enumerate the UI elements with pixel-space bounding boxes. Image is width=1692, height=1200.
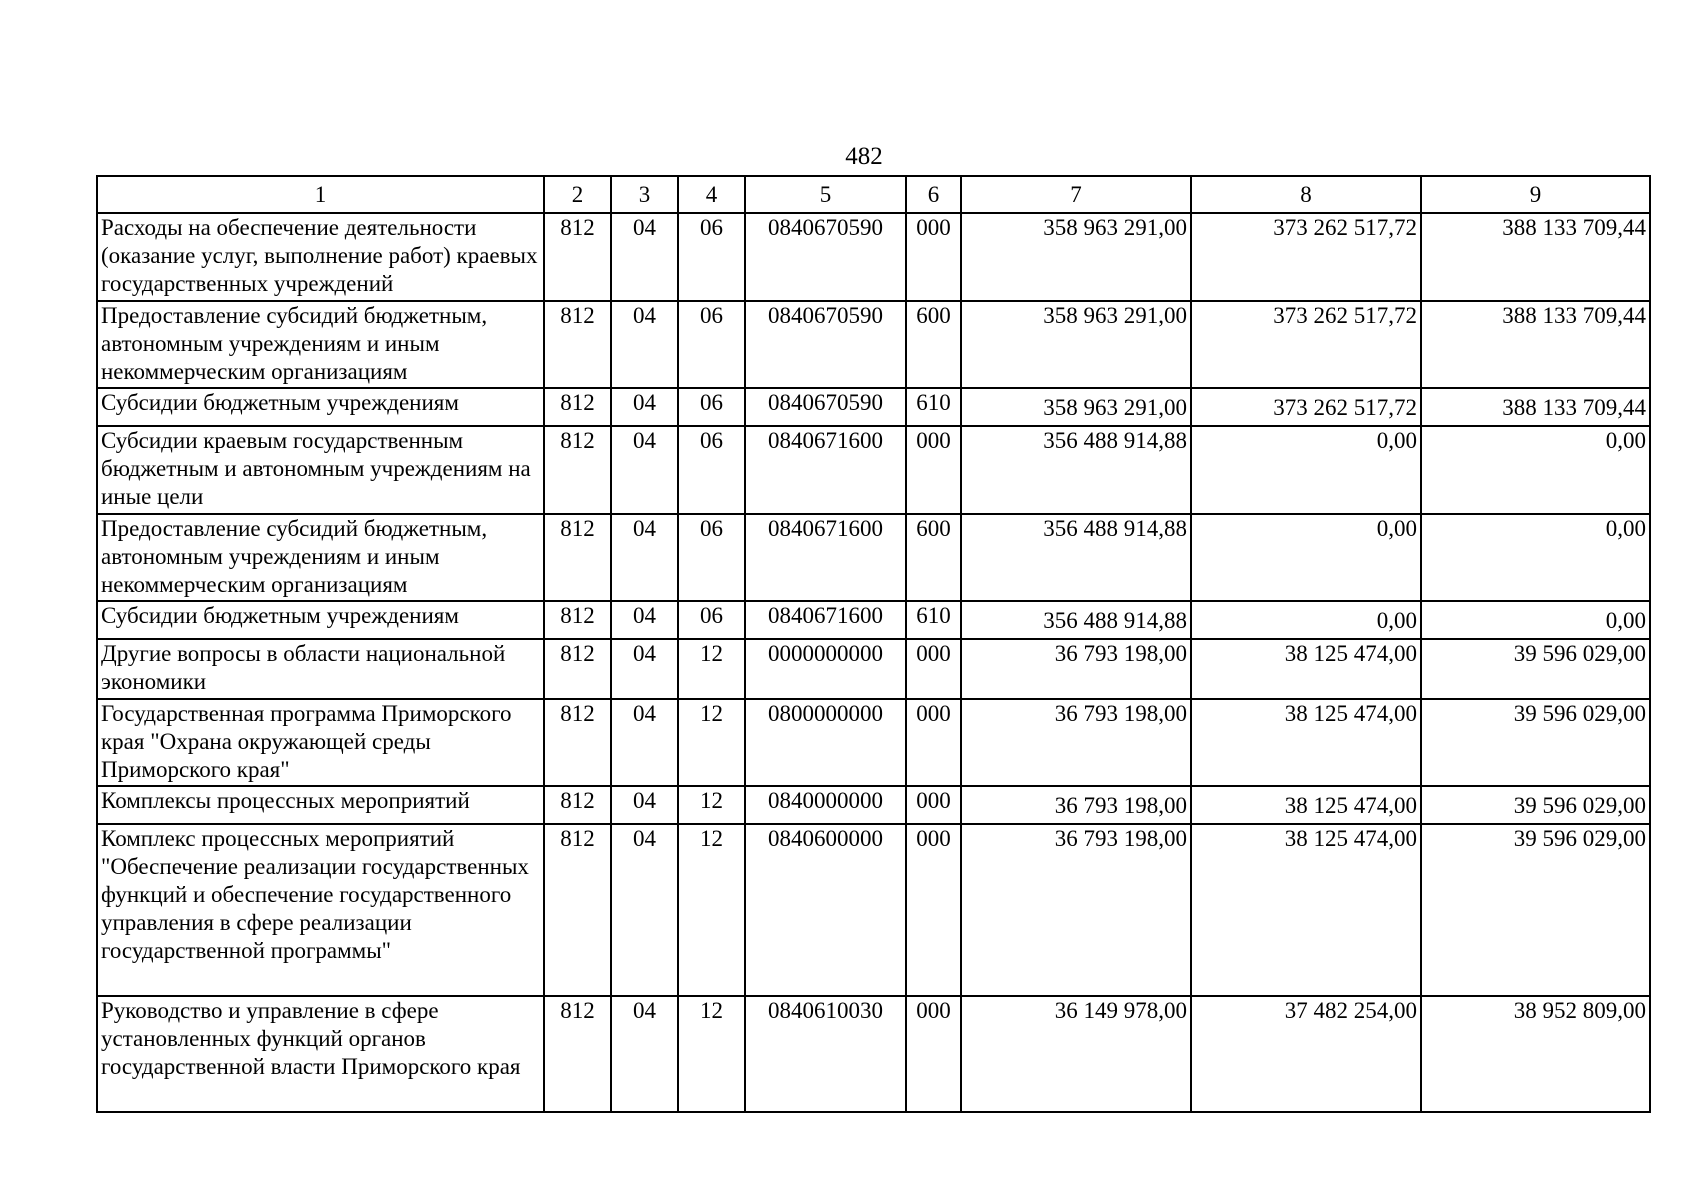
row-amount: 0,00	[1421, 514, 1650, 601]
row-amount: 0,00	[1191, 426, 1421, 514]
row-code: 04	[611, 639, 678, 699]
row-amount: 358 963 291,00	[961, 388, 1191, 426]
row-code: 06	[678, 213, 745, 301]
column-header: 9	[1421, 176, 1650, 213]
table-row	[97, 824, 1650, 996]
row-name: Предоставление субсидий бюджетным, автономным учреждениям и иным некоммерческим организациям	[97, 301, 544, 388]
row-amount: 0,00	[1191, 514, 1421, 601]
row-code: 0000000000	[745, 639, 906, 699]
row-code: 812	[544, 639, 611, 699]
column-header: 8	[1191, 176, 1421, 213]
row-amount: 38 125 474,00	[1191, 824, 1421, 996]
row-amount: 356 488 914,88	[961, 426, 1191, 514]
row-code: 000	[906, 426, 961, 514]
row-code: 0840670590	[745, 213, 906, 301]
table-row	[97, 786, 1650, 824]
table-row	[97, 426, 1650, 514]
row-amount: 388 133 709,44	[1421, 213, 1650, 301]
row-code: 000	[906, 824, 961, 996]
row-name: Комплекс процессных мероприятий "Обеспечение реализации государственных функций и обеспечение государственного управления в сфере реализации государственной программы"	[97, 824, 544, 996]
row-code: 06	[678, 388, 745, 426]
row-code: 04	[611, 786, 678, 824]
row-amount: 38 952 809,00	[1421, 996, 1650, 1112]
row-amount: 373 262 517,72	[1191, 213, 1421, 301]
row-code: 04	[611, 514, 678, 601]
row-amount: 38 125 474,00	[1191, 699, 1421, 786]
row-name: Комплексы процессных мероприятий	[97, 786, 544, 824]
row-amount: 0,00	[1191, 601, 1421, 639]
row-code: 812	[544, 426, 611, 514]
table-row	[97, 388, 1650, 426]
row-code: 812	[544, 301, 611, 388]
row-code: 000	[906, 786, 961, 824]
row-code: 04	[611, 996, 678, 1112]
row-code: 12	[678, 786, 745, 824]
row-code: 06	[678, 514, 745, 601]
row-code: 0840671600	[745, 601, 906, 639]
row-code: 812	[544, 514, 611, 601]
row-code: 04	[611, 213, 678, 301]
table-row	[97, 213, 1650, 301]
row-code: 610	[906, 388, 961, 426]
row-name: Руководство и управление в сфере установленных функций органов государственной власти Приморского края	[97, 996, 544, 1112]
row-amount: 36 793 198,00	[961, 639, 1191, 699]
row-amount: 36 149 978,00	[961, 996, 1191, 1112]
row-code: 06	[678, 301, 745, 388]
row-code: 12	[678, 699, 745, 786]
row-amount: 38 125 474,00	[1191, 786, 1421, 824]
row-code: 0800000000	[745, 699, 906, 786]
table-row	[97, 301, 1650, 388]
column-header: 2	[544, 176, 611, 213]
row-amount: 356 488 914,88	[961, 514, 1191, 601]
row-name: Субсидии краевым государственным бюджетным и автономным учреждениям на иные цели	[97, 426, 544, 514]
row-code: 12	[678, 824, 745, 996]
row-code: 812	[544, 388, 611, 426]
row-code: 000	[906, 639, 961, 699]
row-code: 04	[611, 388, 678, 426]
row-code: 06	[678, 601, 745, 639]
row-code: 12	[678, 996, 745, 1112]
row-amount: 39 596 029,00	[1421, 639, 1650, 699]
row-name: Другие вопросы в области национальной экономики	[97, 639, 544, 699]
row-code: 812	[544, 699, 611, 786]
row-code: 812	[544, 786, 611, 824]
row-amount: 388 133 709,44	[1421, 301, 1650, 388]
row-code: 12	[678, 639, 745, 699]
row-code: 04	[611, 301, 678, 388]
table-row	[97, 699, 1650, 786]
row-amount: 0,00	[1421, 426, 1650, 514]
column-header: 4	[678, 176, 745, 213]
row-code: 0840610030	[745, 996, 906, 1112]
row-amount: 388 133 709,44	[1421, 388, 1650, 426]
row-amount: 39 596 029,00	[1421, 786, 1650, 824]
table-row	[97, 639, 1650, 699]
row-code: 0840600000	[745, 824, 906, 996]
row-name: Субсидии бюджетным учреждениям	[97, 388, 544, 426]
row-amount: 38 125 474,00	[1191, 639, 1421, 699]
row-amount: 358 963 291,00	[961, 213, 1191, 301]
row-name: Предоставление субсидий бюджетным, автономным учреждениям и иным некоммерческим организациям	[97, 514, 544, 601]
row-amount: 36 793 198,00	[961, 699, 1191, 786]
row-name: Субсидии бюджетным учреждениям	[97, 601, 544, 639]
row-code: 812	[544, 213, 611, 301]
column-header: 1	[97, 176, 544, 213]
row-amount: 373 262 517,72	[1191, 388, 1421, 426]
row-code: 0840670590	[745, 301, 906, 388]
table-row	[97, 601, 1650, 639]
row-name: Расходы на обеспечение деятельности (оказание услуг, выполнение работ) краевых государственных учреждений	[97, 213, 544, 301]
row-code: 812	[544, 824, 611, 996]
row-code: 0840671600	[745, 514, 906, 601]
column-header: 6	[906, 176, 961, 213]
row-amount: 36 793 198,00	[961, 824, 1191, 996]
row-code: 000	[906, 996, 961, 1112]
column-header: 7	[961, 176, 1191, 213]
row-amount: 36 793 198,00	[961, 786, 1191, 824]
row-code: 04	[611, 699, 678, 786]
row-amount: 373 262 517,72	[1191, 301, 1421, 388]
row-amount: 0,00	[1421, 601, 1650, 639]
column-header: 3	[611, 176, 678, 213]
row-code: 0840671600	[745, 426, 906, 514]
row-code: 06	[678, 426, 745, 514]
table-row	[97, 996, 1650, 1112]
row-amount: 39 596 029,00	[1421, 699, 1650, 786]
budget-table	[96, 175, 1651, 1113]
column-header: 5	[745, 176, 906, 213]
row-code: 812	[544, 996, 611, 1112]
table-row	[97, 514, 1650, 601]
row-amount: 39 596 029,00	[1421, 824, 1650, 996]
row-name: Государственная программа Приморского края "Охрана окружающей среды Приморского края"	[97, 699, 544, 786]
row-amount: 358 963 291,00	[961, 301, 1191, 388]
row-code: 000	[906, 213, 961, 301]
page-number: 482	[845, 143, 883, 170]
row-amount: 37 482 254,00	[1191, 996, 1421, 1112]
row-code: 04	[611, 601, 678, 639]
row-code: 600	[906, 514, 961, 601]
row-code: 0840670590	[745, 388, 906, 426]
row-code: 04	[611, 426, 678, 514]
row-code: 000	[906, 699, 961, 786]
row-code: 610	[906, 601, 961, 639]
row-code: 812	[544, 601, 611, 639]
header-row	[97, 176, 1650, 213]
row-code: 0840000000	[745, 786, 906, 824]
row-code: 04	[611, 824, 678, 996]
row-amount: 356 488 914,88	[961, 601, 1191, 639]
row-code: 600	[906, 301, 961, 388]
